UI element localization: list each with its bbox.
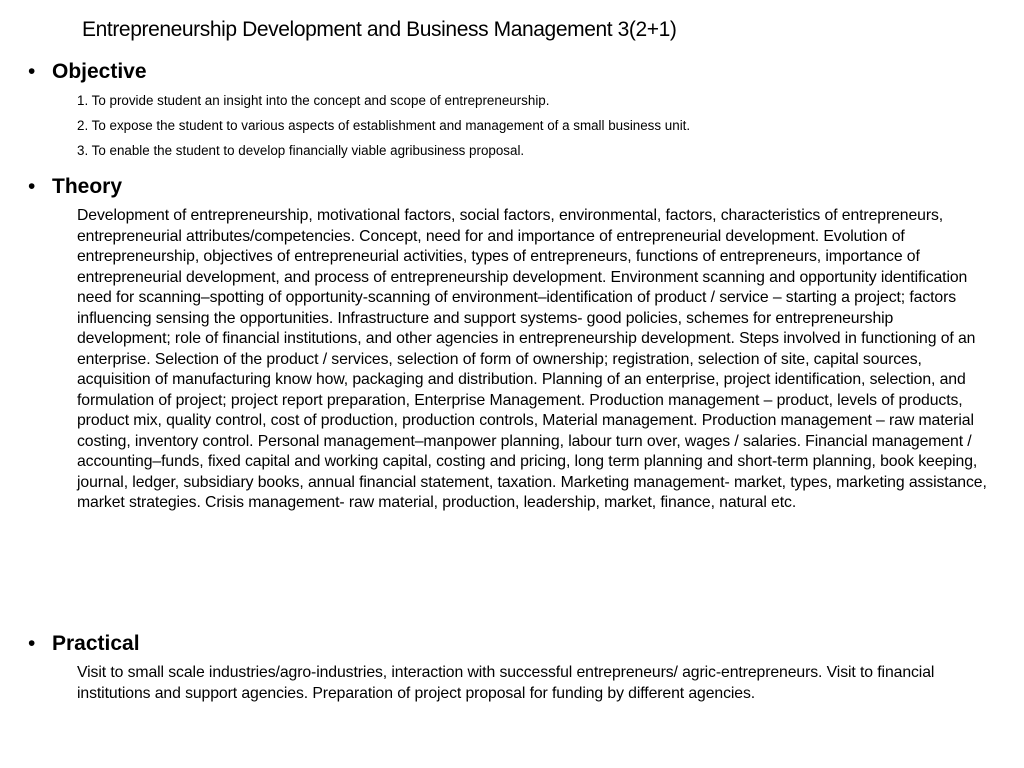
objective-list bbox=[77, 93, 690, 168]
list-item: 2. To expose the student to various aspects of establishment and management of a small business unit. bbox=[77, 118, 691, 133]
list-item: 3. To enable the student to develop financially viable agribusiness proposal. bbox=[77, 143, 525, 158]
theory-heading: Theory bbox=[52, 175, 123, 198]
theory-heading-row bbox=[28, 175, 122, 199]
slide-title: Entrepreneurship Development and Business Management 3(2+1) bbox=[82, 18, 677, 41]
bullet-icon: • bbox=[28, 175, 36, 198]
practical-heading-row bbox=[28, 632, 140, 656]
bullet-icon: • bbox=[28, 632, 36, 655]
objective-heading-row bbox=[28, 60, 147, 84]
bullet-icon: • bbox=[28, 60, 36, 83]
objective-heading: Objective bbox=[52, 60, 147, 83]
theory-text: Development of entrepreneurship, motivational factors, social factors, environmental, factors, characteristics of entrepreneurs, entrepreneurial attributes/competencies. Concept, need for and importance of entrepreneurial development. Evolution of entrepreneurship, objectives of entrepreneurial activities, types of entrepreneurs, functions of entrepreneurs, importance of entrepreneurial development, and process of entrepreneurship development. Environment scanning and opportunity identification need for scanning–spotting of opportunity-scanning of environment–identification of product / service – starting a project; factors influencing sensing the opportunities. Infrastructure and support systems- good policies, schemes for entrepreneurship development; role of financial institutions, and other agencies in entrepreneurship development. Steps involved in functioning of an enterprise. Selection of the product / services, selection of form of ownership; registration, selection of site, capital sources, acquisition of manufacturing know how, packaging and distribution. Planning of an enterprise, project identification, selection, and formulation of project; project report preparation, Enterprise Management. Production management – product, levels of products, product mix, quality control, cost of production, production controls, Material management. Production management – raw material costing, inventory control. Personal management–manpower planning, labour turn over, wages / salaries. Financial management / accounting–funds, fixed capital and working capital, costing and pricing, long term planning and short-term planning, book keeping, journal, ledger, subsidiary books, annual financial statement, taxation. Marketing management- market, types, marketing assistance, market strategies. Crisis management- raw material, production, leadership, market, finance, natural etc. bbox=[77, 207, 987, 511]
practical-text: Visit to small scale industries/agro-industries, interaction with successful entrepreneurs/ agric-entrepreneurs. Visit to financial institutions and support agencies. Preparation of project proposal for funding by different agencies. bbox=[77, 664, 935, 702]
practical-heading: Practical bbox=[52, 632, 140, 655]
list-item: 1. To provide student an insight into the concept and scope of entrepreneurship. bbox=[77, 93, 550, 108]
